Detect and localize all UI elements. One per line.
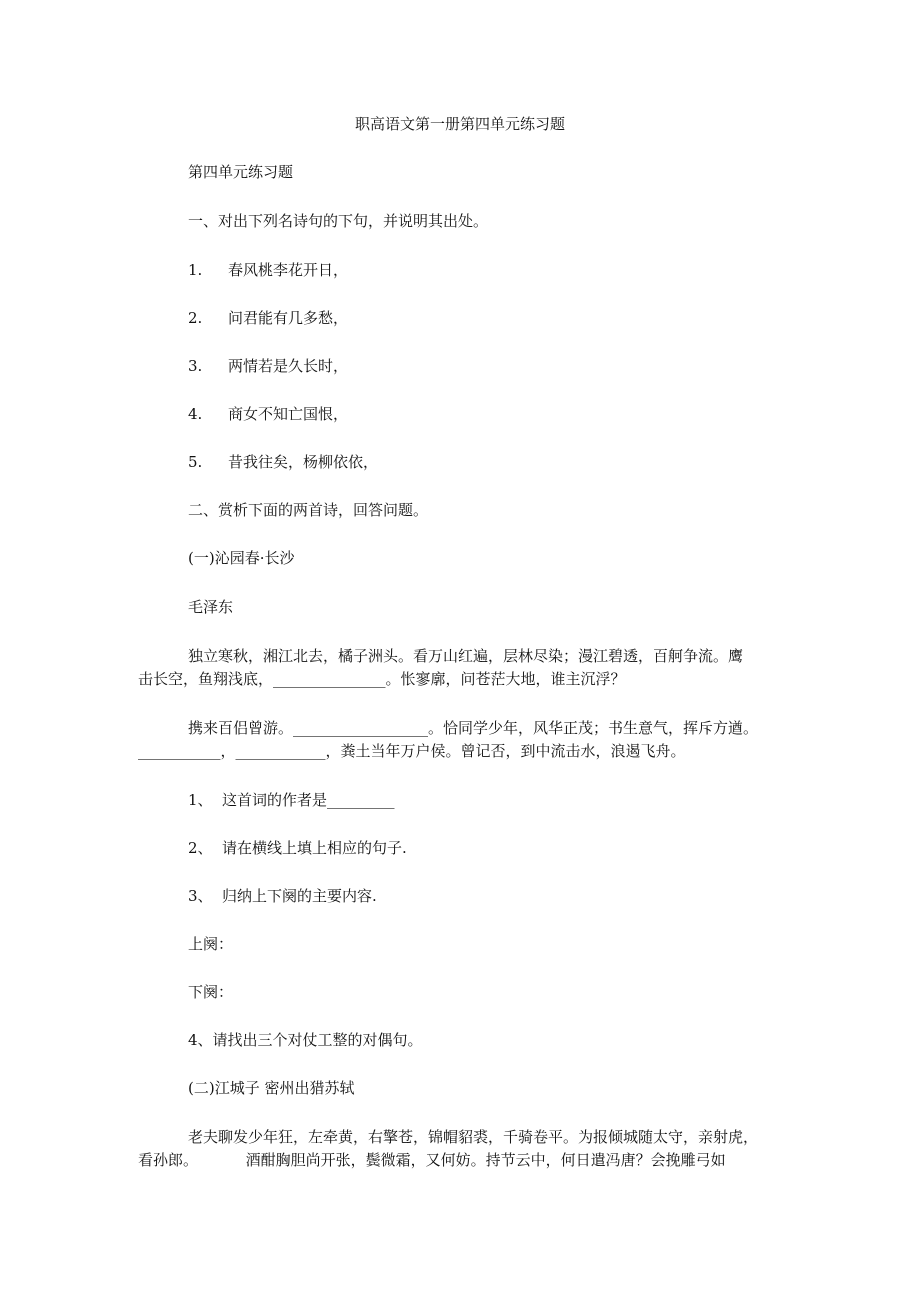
lower-stanza-label: 下阕： bbox=[188, 983, 234, 1001]
poem2-line1: 老夫聊发少年狂，左牵黄，右擎苍，锦帽貂裘，千骑卷平。为报倾城随太守，亲射虎， bbox=[188, 1128, 759, 1146]
item-text: 问君能有几多愁， bbox=[228, 309, 349, 327]
item-text: 两情若是久长时， bbox=[228, 357, 349, 375]
poem1-paragraph1-line1: 独立寒秋，湘江北去，橘子洲头。看万山红遍，层林尽染；漫江碧透，百舸争流。鹰 bbox=[188, 647, 744, 665]
question-number: 3、 bbox=[188, 887, 213, 905]
poem1-paragraph2-line2: ___________，____________，粪土当年万户侯。曾记否，到中流击水，浪遏飞舟。 bbox=[138, 742, 686, 760]
question-text: 请在横线上填上相应的句子. bbox=[222, 839, 407, 857]
poem1-title: (一)沁园春·长沙 bbox=[188, 549, 295, 567]
question-number: 1、 bbox=[188, 791, 213, 809]
question-item bbox=[188, 838, 407, 858]
item-text: 昔我往矣，杨柳依依， bbox=[228, 453, 379, 471]
item-number: 2. bbox=[188, 309, 203, 327]
list-item bbox=[188, 356, 348, 376]
poem2-title: (二)江城子 密州出猎苏轼 bbox=[188, 1079, 355, 1097]
list-item bbox=[188, 260, 348, 280]
question-number: 2、 bbox=[188, 839, 213, 857]
question-item bbox=[188, 886, 377, 906]
poem1-paragraph2-line1: 携来百侣曾游。__________________。恰同学少年，风华正茂；书生意气，挥斥方遒。 bbox=[188, 719, 759, 737]
page-title: 职高语文第一册第四单元练习题 bbox=[354, 115, 565, 133]
question-text: 归纳上下阕的主要内容. bbox=[222, 887, 377, 905]
question-4: 4、请找出三个对仗工整的对偶句。 bbox=[188, 1031, 423, 1049]
list-item bbox=[188, 308, 348, 328]
poem2-line2: 看孙郎。 酒酣胸胆尚开张，鬓微霜，又何妨。持节云中，何日遣冯唐？会挽雕弓如 bbox=[138, 1151, 726, 1169]
unit-heading: 第四单元练习题 bbox=[188, 163, 294, 181]
item-number: 1. bbox=[188, 261, 203, 279]
poem1-paragraph1-line2: 击长空，鱼翔浅底，_______________。怅寥廓，问苍茫大地，谁主沉浮？ bbox=[138, 670, 626, 688]
item-number: 4. bbox=[188, 405, 203, 423]
list-item bbox=[188, 404, 348, 424]
section2-heading: 二、赏析下面的两首诗，回答问题。 bbox=[188, 501, 429, 519]
item-text: 商女不知亡国恨， bbox=[228, 405, 349, 423]
item-number: 3. bbox=[188, 357, 203, 375]
section1-heading: 一、对出下列名诗句的下句，并说明其出处。 bbox=[188, 212, 489, 230]
question-text: 这首词的作者是_________ bbox=[222, 791, 395, 809]
upper-stanza-label: 上阕： bbox=[188, 935, 234, 953]
poem1-author: 毛泽东 bbox=[188, 598, 234, 616]
question-item bbox=[188, 790, 395, 810]
list-item bbox=[188, 452, 378, 472]
item-text: 春风桃李花开日， bbox=[228, 261, 349, 279]
item-number: 5. bbox=[188, 453, 203, 471]
